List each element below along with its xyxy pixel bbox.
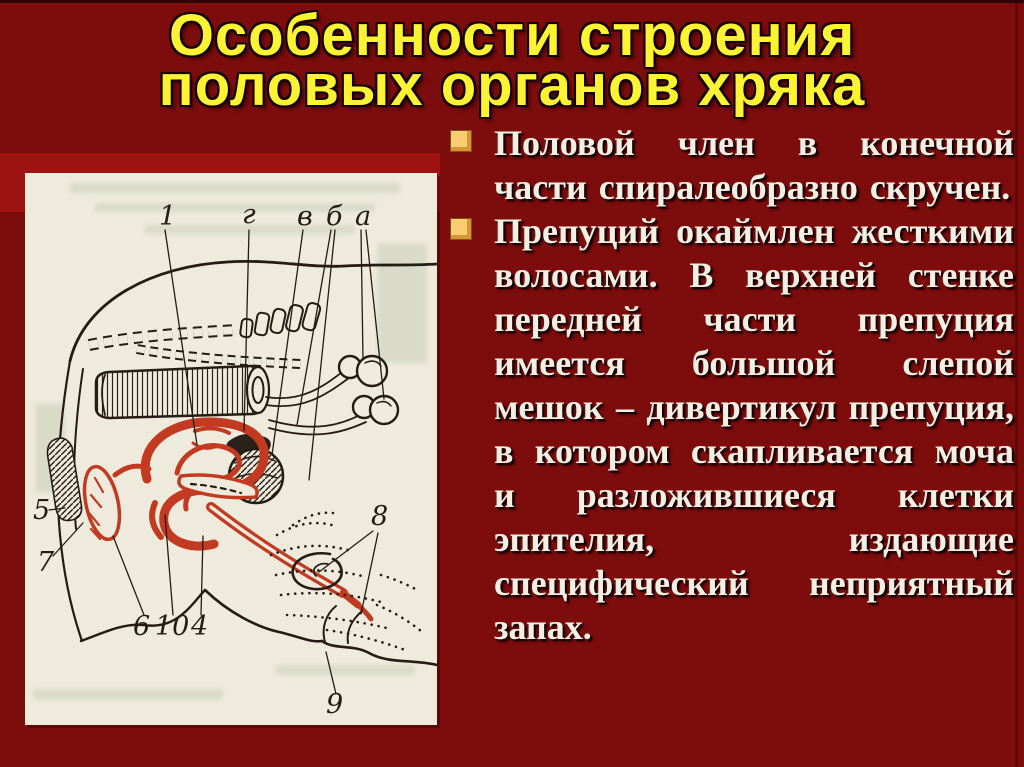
slide-title (0, 3, 1024, 118)
bullet-item-1 (448, 121, 1014, 209)
bullet-item-1-text: Половой член в конечной части спиралеобразно скручен. (494, 123, 1014, 207)
boar-anatomy-diagram (25, 173, 437, 725)
figure-label-b: б (326, 201, 343, 232)
slide-title-line1: Особенности строения (168, 3, 856, 68)
figure-label-g: г (242, 199, 256, 230)
anatomy-figure (25, 173, 437, 725)
figure-label-9: 9 (326, 689, 344, 720)
bullet-square-icon (450, 130, 472, 152)
figure-label-5: 5 (33, 495, 51, 526)
figure-label-4: 4 (191, 611, 209, 642)
bullet-list (448, 121, 1014, 649)
figure-label-1: 1 (159, 201, 177, 232)
bullet-item-2-text: Препуций окаймлен жесткими волосами. В верхней стенке передней части препуция имеется большой слепой мешок – дивертикул препуция, в котором скапливается моча и разложившиеся клетки эпителия, издающие специфический неприятный запах. (494, 211, 1014, 647)
right-edge-shadow (1015, 3, 1018, 767)
figure-label-8: 8 (371, 501, 389, 532)
figure-label-7: 7 (37, 547, 55, 578)
slide-title-line2: половых органов хряка (158, 53, 866, 118)
bullet-square-icon (450, 218, 472, 240)
figure-label-v: в (297, 201, 313, 232)
figure-label-6: 6 (133, 611, 151, 642)
bullet-item-2 (448, 209, 1014, 649)
figure-label-a: а (355, 201, 372, 232)
figure-label-10: 10 (155, 611, 190, 642)
